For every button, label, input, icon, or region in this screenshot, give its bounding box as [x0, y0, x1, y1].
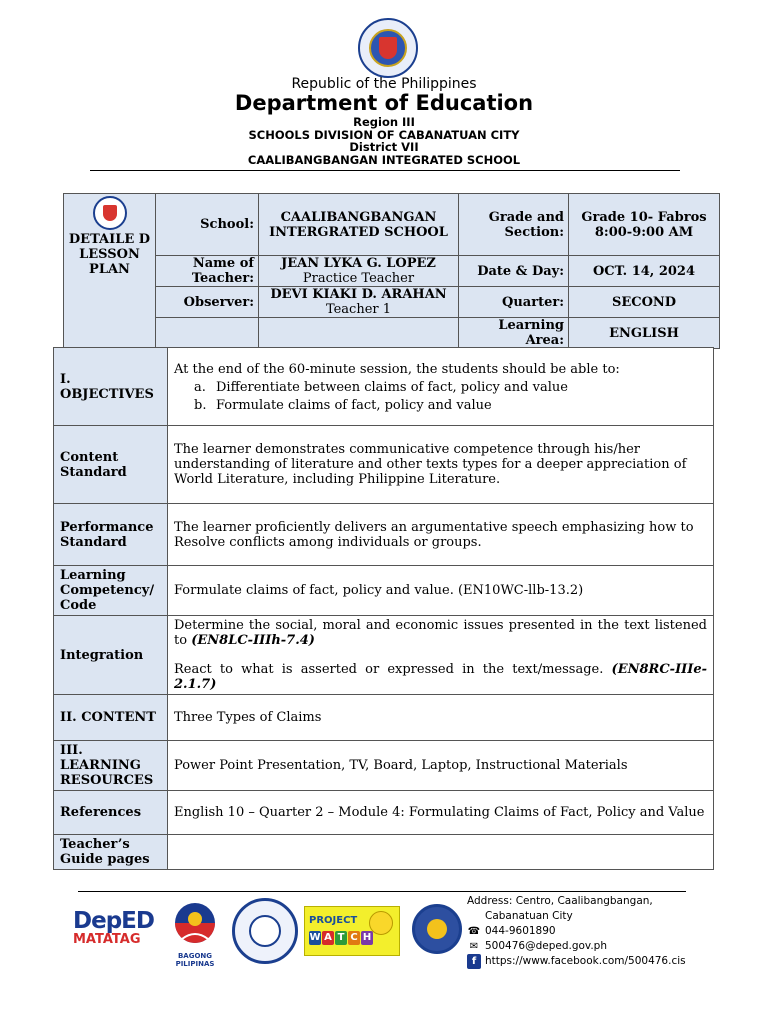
- objectives-label: I. OBJECTIVES: [54, 348, 168, 426]
- objective-item: [194, 397, 707, 415]
- header-divider: [90, 170, 680, 171]
- observer-label: Observer:: [156, 287, 259, 318]
- school-heading: CAALIBANGBANGAN INTEGRATED SCHOOL: [247, 153, 521, 167]
- school-label: School:: [156, 194, 259, 256]
- integration-code-2: (EN8RC-IIIe-2.1.7): [174, 662, 707, 692]
- content-text: Three Types of Claims: [168, 695, 714, 741]
- project-watch-letters: [309, 931, 373, 945]
- deped-matatag-logo: [73, 908, 153, 958]
- facebook-icon: f: [467, 954, 481, 969]
- email-icon: ✉: [469, 941, 479, 952]
- table-row: [54, 835, 714, 870]
- references-text: English 10 – Quarter 2 – Module 4: Formulating Claims of Fact, Policy and Value: [168, 791, 714, 835]
- integration-text-2: React to what is asserted or expressed in the text/message.: [174, 662, 604, 677]
- table-row: [54, 504, 714, 566]
- teacher-name: JEAN LYKA G. LOPEZ: [281, 256, 436, 271]
- teacher-role: Practice Teacher: [302, 271, 415, 286]
- project-watch-top-text: PROJECT: [309, 915, 358, 926]
- references-label: References: [54, 791, 168, 835]
- watch-letter: H: [362, 932, 372, 943]
- facebook-link[interactable]: https://www.facebook.com/500476.cis: [485, 955, 686, 967]
- teacher-label: Name of Teacher:: [156, 256, 259, 287]
- objective-text: Differentiate between claims of fact, policy and value: [216, 380, 568, 395]
- table-row: [54, 616, 714, 695]
- quarter-label: Quarter:: [459, 287, 569, 318]
- content-standard-text: The learner demonstrates communicative competence through his/her understanding of literature and other texts types for a deeper appreciation of World Literature, including Philippine Literature.: [168, 426, 714, 504]
- address-line-2: Cabanatuan City: [485, 910, 573, 922]
- lesson-plan-table: [53, 347, 714, 870]
- observer-name: DEVI KIAKI D. ARAHAN: [270, 287, 447, 302]
- contact-info: [467, 894, 686, 969]
- watch-letter: A: [322, 931, 334, 945]
- empty-cell: [156, 318, 259, 349]
- empty-cell: [259, 318, 459, 349]
- observer-value: [259, 287, 459, 318]
- integration-cell: [168, 616, 714, 695]
- watch-letter: W: [309, 932, 321, 943]
- lesson-info-table: [63, 193, 720, 349]
- deped-logo-text: DepED: [73, 908, 154, 934]
- integration-code-1: (EN8LC-IIIh-7.4): [191, 633, 315, 648]
- performance-standard-text: The learner proficiently delivers an argumentative speech emphasizing how to Resolve conflicts among individuals or groups.: [168, 504, 714, 566]
- objective-item: [194, 379, 707, 397]
- teachers-guide-text: [168, 835, 714, 870]
- dlp-title-cell: [64, 194, 156, 349]
- objective-text: Formulate claims of fact, policy and value: [216, 398, 492, 413]
- observer-role: Teacher 1: [325, 302, 392, 317]
- project-watch-logo: [304, 906, 400, 956]
- region-heading: Region III: [353, 115, 415, 129]
- watch-letter: T: [335, 931, 347, 945]
- phone-icon: ☎: [467, 926, 481, 937]
- table-row: [54, 791, 714, 835]
- competency-text: Formulate claims of fact, policy and value. (EN10WC-llb-13.2): [168, 566, 714, 616]
- division-heading: SCHOOLS DIVISION OF CABANATUAN CITY: [248, 128, 520, 142]
- table-row: [54, 348, 714, 426]
- resources-label: III. LEARNING RESOURCES: [54, 741, 168, 791]
- grade-value: Grade 10- Fabros 8:00-9:00 AM: [569, 194, 720, 256]
- learning-area-label: Learning Area:: [459, 318, 569, 349]
- objective-marker: b.: [194, 398, 207, 413]
- department-heading: Department of Education: [234, 91, 534, 115]
- performance-standard-label: Performance Standard: [54, 504, 168, 566]
- date-label: Date & Day:: [459, 256, 569, 287]
- competency-label: Learning Competency/ Code: [54, 566, 168, 616]
- grade-label: Grade and Section:: [459, 194, 569, 256]
- resources-text: Power Point Presentation, TV, Board, Laptop, Instructional Materials: [168, 741, 714, 791]
- republic-heading: Republic of the Philippines: [291, 76, 477, 92]
- smiley-icon: [369, 911, 393, 935]
- footer-divider: [78, 891, 686, 892]
- table-row: [54, 741, 714, 791]
- objectives-list: [174, 379, 707, 415]
- deped-seal-small-icon: [93, 196, 127, 230]
- content-standard-label: Content Standard: [54, 426, 168, 504]
- learning-area-value: ENGLISH: [569, 318, 720, 349]
- objectives-cell: [168, 348, 714, 426]
- objectives-intro: At the end of the 60-minute session, the students should be able to:: [174, 362, 620, 377]
- bagong-pilipinas-text: BAGONG PILIPINAS: [175, 952, 215, 968]
- table-row: [54, 695, 714, 741]
- school-seal-logo: [232, 898, 298, 964]
- school-value: CAALIBANGBANGAN INTERGRATED SCHOOL: [259, 194, 459, 256]
- table-row: [54, 566, 714, 616]
- deped-seal-logo: [358, 18, 418, 78]
- address-line-1: Address: Centro, Caalibangbangan,: [467, 895, 653, 907]
- quarter-value: SECOND: [569, 287, 720, 318]
- integration-text-1: Determine the social, moral and economic issues presented in the text listened to: [174, 618, 707, 648]
- teachers-guide-label: Teacher’s Guide pages: [54, 835, 168, 870]
- watch-letter: C: [348, 931, 360, 945]
- table-row: [54, 426, 714, 504]
- district-heading: District VII: [349, 140, 419, 154]
- bagong-pilipinas-logo: [162, 899, 228, 968]
- integration-label: Integration: [54, 616, 168, 695]
- email-address: 500476@deped.gov.ph: [485, 940, 607, 952]
- date-value: OCT. 14, 2024: [569, 256, 720, 287]
- matatag-logo-text: MATATAG: [73, 932, 141, 947]
- teacher-value: [259, 256, 459, 287]
- partner-seal-logo: [412, 904, 462, 954]
- objective-marker: a.: [194, 380, 206, 395]
- phone-number: 044-9601890: [485, 925, 556, 937]
- dlp-title: DETAILE D LESSON PLAN: [68, 232, 151, 277]
- content-label: II. CONTENT: [54, 695, 168, 741]
